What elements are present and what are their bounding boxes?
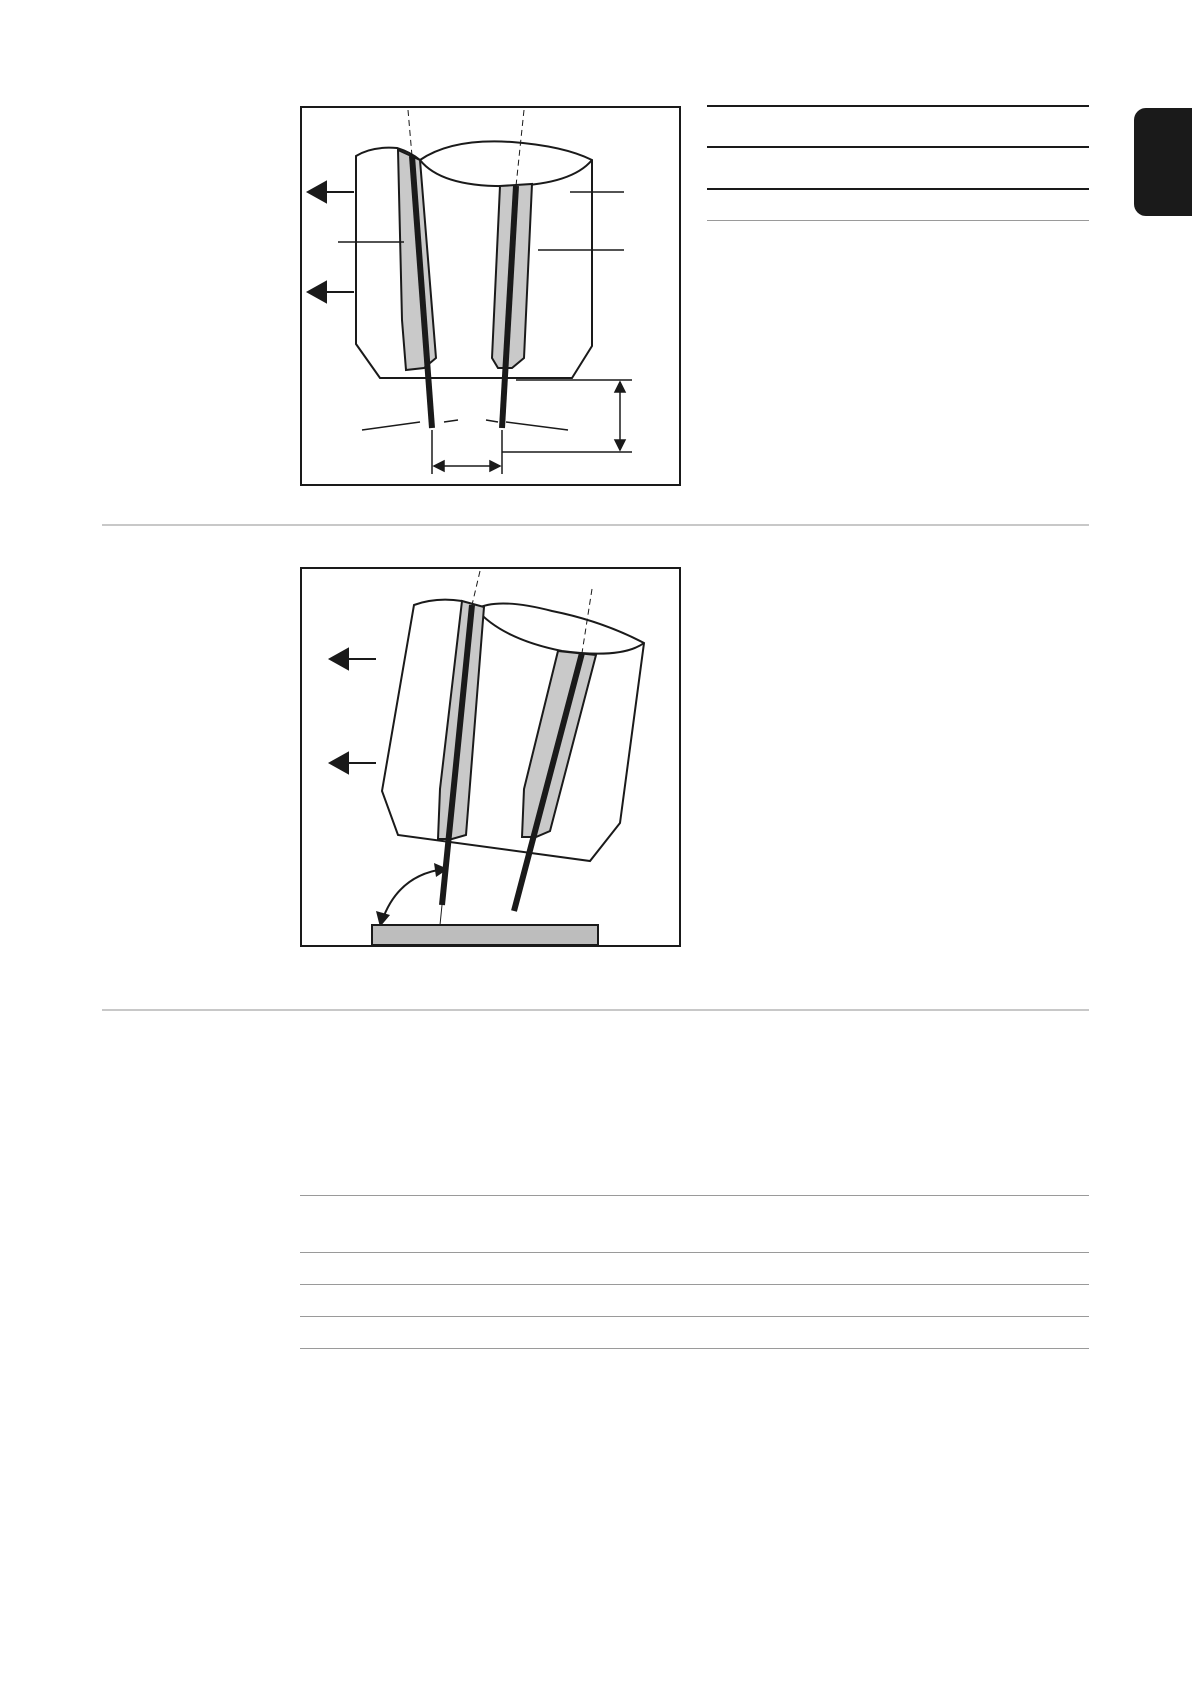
section-divider-1	[102, 524, 1089, 526]
table-top-right-rule-2	[707, 146, 1089, 148]
table-top-right-rule-3	[707, 188, 1089, 190]
direction-arrow-lower	[308, 282, 326, 302]
table-bottom-rule-3	[300, 1284, 1089, 1285]
workpiece	[372, 925, 598, 945]
torch-angle-arc	[382, 869, 444, 921]
table-top-right-rule-4	[707, 220, 1089, 221]
table-bottom-rule-5	[300, 1348, 1089, 1349]
left-axis-dashed	[408, 110, 412, 156]
direction-arrow-upper	[308, 182, 326, 202]
table-bottom-rule-1	[300, 1195, 1089, 1196]
tilted-torch-body-outline	[382, 600, 644, 861]
tilted-left-axis	[472, 571, 480, 605]
figure-tandem-torch-tilted	[300, 567, 681, 947]
table-bottom-rule-2	[300, 1252, 1089, 1253]
table-bottom-rule-4	[300, 1316, 1089, 1317]
tilted-direction-arrow-upper	[330, 649, 348, 669]
torch-tilted-svg	[302, 569, 679, 945]
section-divider-2	[102, 1009, 1089, 1011]
tilted-left-axis-extension	[440, 905, 442, 925]
table-top-right-rule-1	[707, 105, 1089, 107]
torch-body-outline	[356, 141, 592, 378]
figure-tandem-torch-front	[300, 106, 681, 486]
torch-front-svg	[302, 108, 679, 484]
tilted-direction-arrow-lower	[330, 753, 348, 773]
section-tab	[1134, 108, 1192, 216]
